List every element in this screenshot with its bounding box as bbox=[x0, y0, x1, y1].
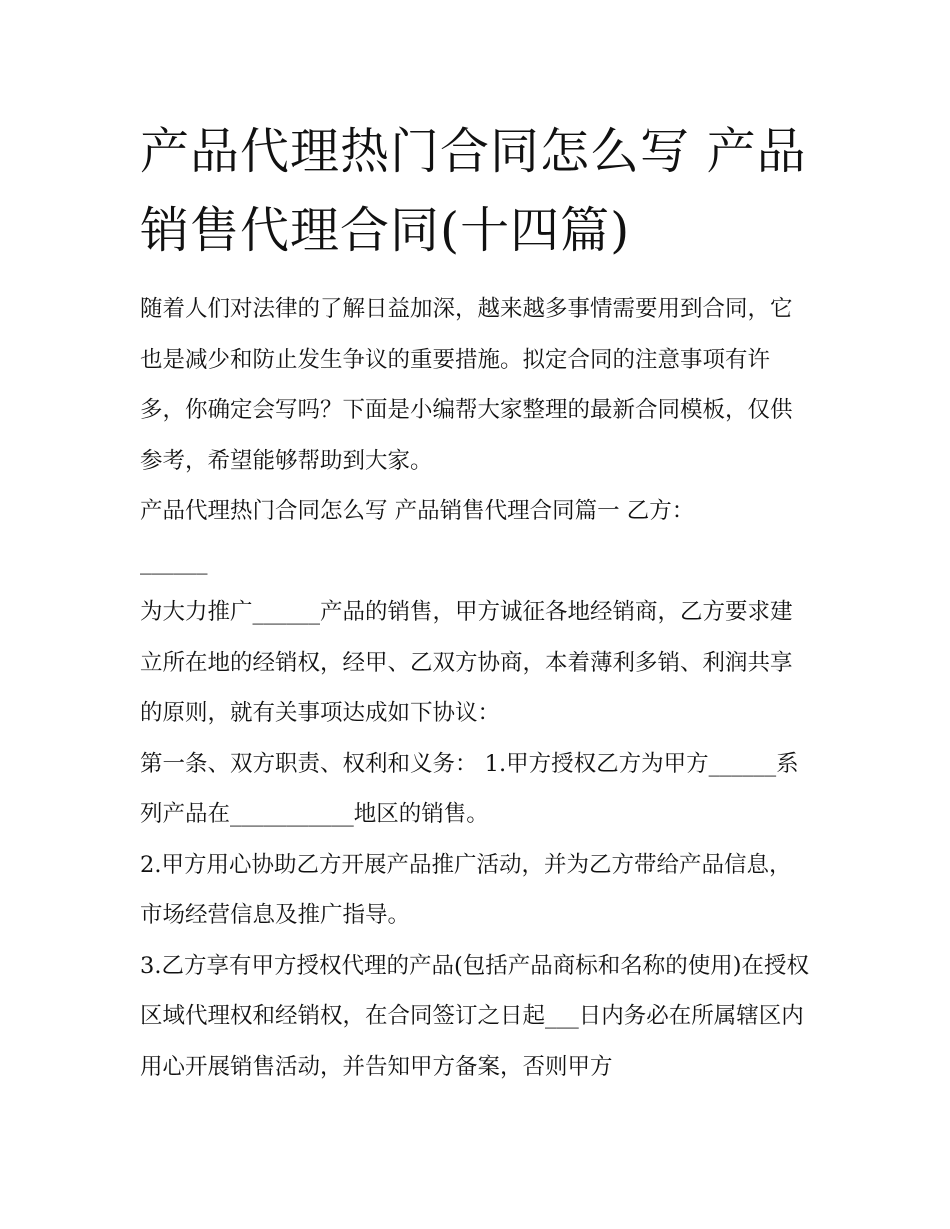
clause-2-paragraph: 2.甲方用心协助乙方开展产品推广活动，并为乙方带给产品信息，市场经营信息及推广指导。 bbox=[140, 851, 792, 928]
intro-paragraph: 随着人们对法律的了解日益加深，越来越多事情需要用到合同，它也是减少和防止发生争议的重要措施。拟定合同的注意事项有许多，你确定会写吗？下面是小编帮大家整理的最新合同模板，仅供参考，希望能够帮助到大家。 bbox=[140, 296, 793, 474]
clause-3-paragraph: 3.乙方享有甲方授权代理的产品(包括产品商标和名称的使用)在授权区域代理权和经销权，在合同签订之日起___日内务必在所属辖区内用心开展销售活动，并告知甲方备案，否则甲方 bbox=[140, 952, 810, 1080]
contract-heading-line: 产品代理热门合同怎么写 产品销售代理合同篇一 乙方： bbox=[140, 498, 695, 524]
party-b-blank: ______ bbox=[140, 548, 208, 575]
document-title: 产品代理热门合同怎么写 产品销售代理合同(十四篇) bbox=[140, 123, 807, 259]
document-page bbox=[140, 112, 812, 1092]
preamble-paragraph: 为大力推广______产品的销售，甲方诚征各地经销商，乙方要求建立所在地的经销权，经甲、乙双方协商，本着薄利多销、利润共享的原则，就有关事项达成如下协议： bbox=[140, 599, 793, 726]
article-1-paragraph: 第一条、双方职责、权利和义务： 1.甲方授权乙方为甲方______系列产品在___________地区的销售。 bbox=[140, 750, 799, 827]
